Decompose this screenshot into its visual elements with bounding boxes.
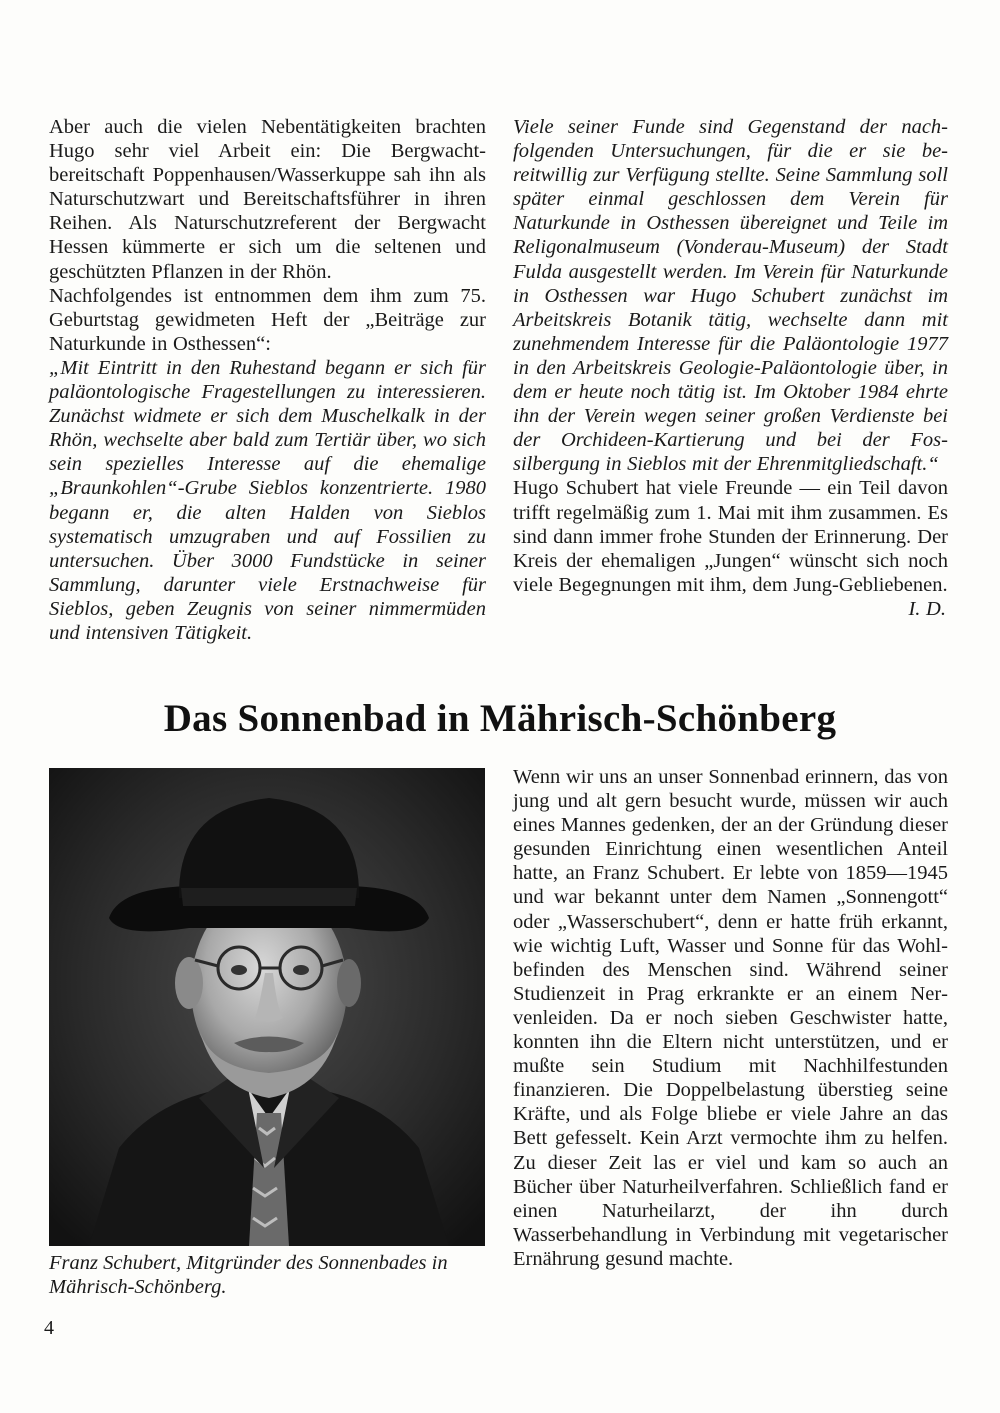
article-body: Wenn wir uns an unser Sonnenbad erinnern, das von jung und alt gern besucht wurde, müssen wir auch eines Mannes gedenken, der an der Gründung dieser gesunden Einrichtung einen wesentlichen Anteil hatte, an Franz Schubert. Er lebte von 1859—1945 und war bekannt unter dem Namen „Sonnengott“ oder „Wasserschubert“, denn er hatte früh erkannt, wie wichtig Luft, Wasser und Sonne für das Wohlbefinden des Menschen sind. Während seiner Studienzeit in Prag erkrankte er an einem Nervenleiden. Da er noch sieben Geschwister hatte, konnten ihn die Eltern nicht unterstützen, und er mußte sein Studium mit Nachhilfestunden finanzieren. Die Doppelbelastung überstieg seine Kräfte, und als Folge bliebe er viele Jahre an das Bett gefesselt. Kein Arzt vermochte ihm zu helfen. Zu dieser Zeit las er viel und kam so auch an Bücher über Naturheilverfahren. Schließlich fand er einen Naturheilarzt, der ihn durch Wasserbehandlung in Verbindung mit vegetarischer Ernährung gesund machte. — [513, 766, 948, 1270]
closing-text: Hugo Schubert hat viele Freunde — ein Teil davon trifft regelmäßig zum 1. Mai mit ihm zusammen. Es sind dann immer frohe Stunden der Erinnerung. Der Kreis der ehemaligen „Jungen“ wünscht sich noch viele Begegnungen mit ihm, dem Jung-Gebliebenen. — [513, 477, 948, 596]
body-paragraph: Nachfolgendes ist entnommen dem ihm zum 75. Geburtstag gewidmeten Heft der „Beiträge zur Naturkunde in Osthessen“: — [49, 284, 486, 355]
quote-paragraph: „Mit Eintritt in den Ruhestand begann er sich für paläontologische Fragestellungen zu interessieren. Zunächst widmete er sich dem Muschelkalk in der Rhön, wechselte aber bald zum Tertiär über, wo sich sein spezielles Interesse auf die ehemalige „Braunkohlen“-Grube Sieblos konzentrierte. 1980 begann er, die alten Halden von Sieblos systematisch umzugraben und auf Fossilien zu untersuchen. Über 3000 Fundstücke in seiner Sammlung, darunter viele Erstnachweise für Sieblos, geben Zeugnis von seiner nimmermüden und intensiven Tätigkeit. — [49, 356, 486, 644]
article-headline: Das Sonnenbad in Mährisch-Schönberg — [163, 697, 837, 740]
page-number: 4 — [44, 1317, 54, 1339]
top-left-column — [49, 115, 486, 645]
quote-paragraph: Viele seiner Funde sind Gegenstand der nachfolgenden Untersuchungen, für die er sie bereitwillig zur Verfügung stellte. Seine Sammlung soll später einmal geschlossen dem Verein für Naturkunde in Osthessen übereignet und Teile im Religonalmuseum (Vonderau-Museum) der Stadt Fulda ausgestellt werden. Im Verein für Naturkunde in Osthessen war Hugo Schubert zunächst im Arbeitskreis Botanik tätig, wechselte dann mit zunehmendem Interesse für die Paläontologie 1977 in den Arbeitskreis Geologie-Paläontologie über, in dem er heute noch tätig ist. Im Oktober 1984 ehrte ihn der Verein wegen seiner großen Verdienste bei der Orchideen-Kartierung und bei der Fossilbergung in Sieblos mit der Ehrenmitgliedschaft.“ — [513, 116, 948, 476]
body-paragraph: Aber auch die vielen Nebentätigkeiten brachten Hugo sehr viel Arbeit ein: Die Bergwachtbereitschaft Poppenhausen/Wasserkuppe sah ihn als Naturschutzwart und Bereitschaftsführer in ihren Reihen. Als Naturschutzreferent der Bergwacht Hessen kümmerte er sich um die seltenen und geschützten Pflanzen in der Rhön. — [49, 116, 486, 283]
portrait-illustration — [49, 768, 485, 1246]
article-body-column — [513, 765, 948, 1271]
author-signature: I. D. — [908, 597, 946, 620]
top-right-column — [513, 115, 948, 621]
portrait-photo — [49, 768, 485, 1246]
photo-caption: Franz Schubert, Mitgründer des Sonnenbades in Mährisch-Schönberg. — [49, 1252, 448, 1298]
closing-paragraph — [513, 476, 948, 620]
